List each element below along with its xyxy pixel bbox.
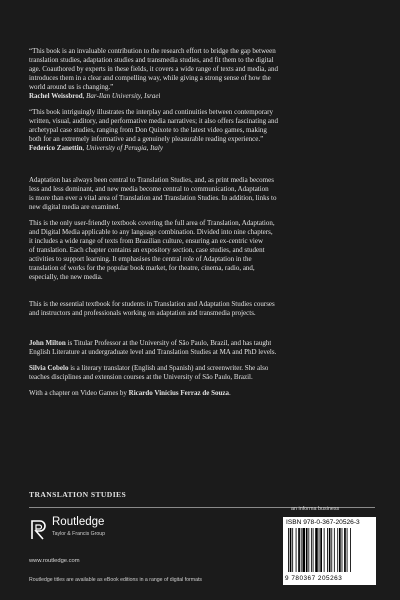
para2-line: especially, the new media. (29, 273, 103, 281)
bio1-line: John Milton is Titular Professor at the University of São Paulo, Brazil, and has taught (29, 339, 272, 347)
routledge-logo-icon (29, 518, 47, 545)
publisher-name: Routledge (52, 516, 105, 528)
quote2-affiliation: University of Perugia, Italy (85, 144, 163, 152)
ebook-note: Routledge titles are available as eBook editions in a range of digital formats (29, 577, 203, 583)
quote2-line: “This book intriguingly illustrates the interplay and continuities between contemporary (29, 108, 273, 116)
para2-line: activities to support learning. It emphasises the central role of Adaptation in the (29, 255, 252, 263)
para1-line: less and less dominant, and new media become central to communication, Adaptation (29, 185, 269, 193)
chapter-author: Ricardo Vinícius Ferraz de Souza (128, 389, 229, 397)
para2-line: of translation. Each chapter contains an expository section, case studies, and student (29, 246, 265, 254)
para3-line: and instructors and professionals working on adaptation and transmedia projects. (29, 309, 256, 317)
quote1-line: translation studies, adaptation studies and transmedia studies, and fit them to the digital (29, 56, 274, 64)
publisher-website: www.routledge.com (29, 558, 80, 564)
quote1-attribution: Rachel Weissbrod, Bar-Ilan University, Israel (29, 92, 161, 100)
quote2-line: written, visual, auditory, and performative media narratives; it also offers fascinating and (29, 117, 279, 125)
quote1-line: introduces them in a clear and compelling way, while giving a strong sense of how the (29, 74, 271, 82)
para2-line: This is the only user-friendly textbook covering the full area of Translation, Adaptation, (29, 219, 275, 227)
barcode-digits: 9 780367 205263 (285, 575, 343, 582)
quote2-line: both for an extremely informative and a genuinely pleasurable reading experience.” (29, 135, 264, 143)
bio2-name: Silvia Cobelo (29, 364, 69, 372)
quote2-line: archetypal case studies, ranging from Don Quixote to the latest video games, making (29, 126, 267, 134)
barcode (283, 517, 376, 585)
quote1-affiliation: Bar-Ilan University, Israel (86, 92, 161, 100)
para2-line: translation of works for the popular book market, for theatre, cinema, radio, and, (29, 264, 255, 272)
quote1-line: age. Coauthored by experts in these fields, it covers a wide range of texts and media, and (29, 65, 279, 73)
bio2-line: Silvia Cobelo is a literary translator (English and Spanish) and screenwriter. She also (29, 364, 269, 372)
quote2-author: Federico Zanettin (29, 144, 83, 152)
para1-line: Adaptation has always been central to Translation Studies, and, as print media becomes (29, 176, 274, 184)
para2-line: it includes a wide range of texts from Brazilian culture, ensuring an ex-centric view (29, 237, 264, 245)
para1-line: is more than ever a vital area of Translation and Translation Studies. In addition, links to (29, 194, 277, 202)
quote2-attribution: Federico Zanettin, University of Perugia, Italy (29, 144, 163, 152)
publisher-group: Taylor & Francis Group (52, 531, 106, 537)
bio2-line: teaches disciplines and extension courses at the University of São Paulo, Brazil. (29, 373, 253, 381)
series-title: TRANSLATION STUDIES (29, 490, 127, 499)
chapter-note: With a chapter on Video Games by Ricardo Vinícius Ferraz de Souza. (29, 389, 231, 397)
para2-line: and Digital Media applicable to any language combination. Divided into nine chapters, (29, 228, 273, 236)
bio1-name: John Milton (29, 339, 66, 347)
bio1-line: English Literature at undergraduate level and Translation Studies at MA and PhD levels. (29, 348, 277, 356)
publisher-logo (29, 516, 139, 560)
quote1-line: world around us is changing.” (29, 83, 114, 91)
para1-line: new digital media are examined. (29, 203, 121, 211)
para3-line: This is the essential textbook for students in Translation and Adaptation Studies courses (29, 300, 275, 308)
barcode-bars (286, 528, 373, 579)
isbn-label: ISBN 978-0-367-20526-3 (286, 519, 360, 526)
quote1-author: Rachel Weissbrod (29, 92, 83, 100)
quote1-line: “This book is an invaluable contribution to the research effort to bridge the gap between (29, 47, 276, 55)
informa-tagline: an informa business (291, 506, 340, 512)
